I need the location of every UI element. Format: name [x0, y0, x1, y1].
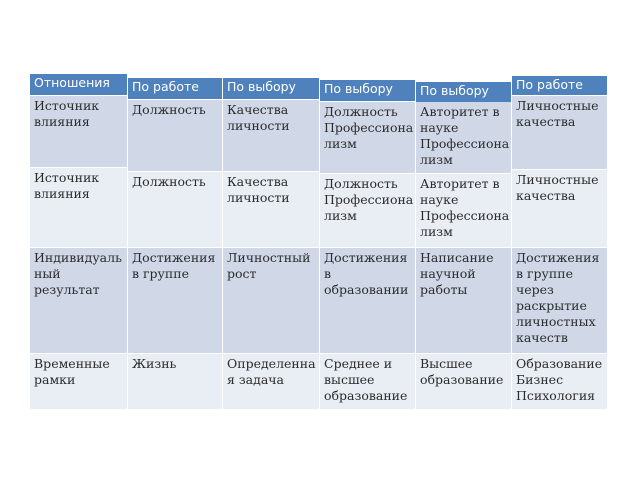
table-cell: Личностные качества — [512, 170, 608, 248]
table-cell: Должность Профессиона лизм — [320, 174, 416, 248]
table-cell: Написание научной работы — [416, 248, 512, 354]
table-cell: Образование Бизнес Психология — [512, 354, 608, 410]
table-cell: Индивидуаль ный результат — [30, 248, 128, 354]
table-cell: Должность — [128, 172, 223, 248]
table-cell: Источник влияния — [30, 168, 128, 248]
header-col-4: По выбору — [416, 82, 512, 104]
table-cell: Авторитет в науке Профессиона лизм — [416, 102, 512, 174]
table-cell: Жизнь — [128, 354, 223, 410]
table-cell: Высшее образование — [416, 354, 512, 410]
header-col-3: По выбору — [320, 80, 416, 102]
table-cell: Личностные качества — [512, 96, 608, 170]
header-col-5: По работе — [512, 76, 608, 96]
table-cell: Достижения в группе через раскрытие личностных качеств — [512, 248, 608, 354]
table-cell: Временные рамки — [30, 354, 128, 410]
table-cell: Качества личности — [223, 100, 320, 172]
table-cell: Качества личности — [223, 172, 320, 248]
table-cell: Достижения в группе — [128, 248, 223, 354]
table-cell: Личностный рост — [223, 248, 320, 354]
table-cell: Авторитет в науке Профессиона лизм — [416, 174, 512, 248]
header-col-1: По работе — [128, 78, 223, 100]
table-cell: Должность Профессиона лизм — [320, 102, 416, 174]
header-col-2: По выбору — [223, 78, 320, 100]
header-relations: Отношения — [30, 74, 128, 96]
table-cell: Источник влияния — [30, 96, 128, 168]
table-cell: Должность — [128, 100, 223, 172]
table-cell: Определенна я задача — [223, 354, 320, 410]
table-cell: Достижения в образовании — [320, 248, 416, 354]
table-cell: Среднее и высшее образование — [320, 354, 416, 410]
